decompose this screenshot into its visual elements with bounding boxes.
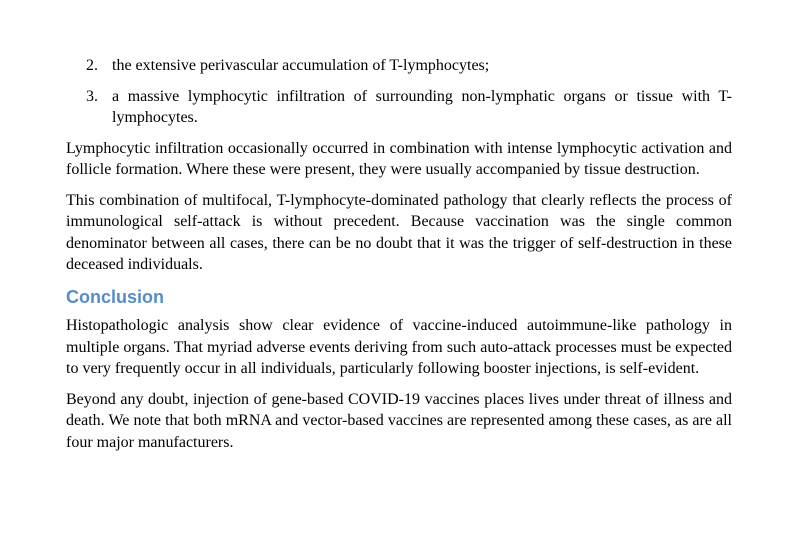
list-item [66, 86, 732, 129]
list-item-number: 3. [86, 87, 98, 105]
document-content [66, 55, 732, 462]
list-item [66, 55, 732, 77]
section-heading-conclusion: Conclusion [66, 286, 164, 307]
list-item-number: 2. [86, 57, 98, 74]
paragraph: Lymphocytic infiltration occasionally occurred in combination with intense lymphocytic activation and follicle formation. Where these were present, they were usually accompanied by tissue destruction. [66, 139, 732, 178]
list-item-text: the extensive perivascular accumulation of T-lymphocytes; [112, 57, 490, 74]
paragraph: This combination of multifocal, T-lymphocyte-dominated pathology that clearly reflects the process of immunological self-attack is without precedent. Because vaccination was the single common denominator between all cases, there can be no doubt that it was the trigger of self-destruction in these deceased individuals. [66, 191, 732, 273]
paragraph: Histopathologic analysis show clear evidence of vaccine-induced autoimmune-like pathology in multiple organs. That myriad adverse events deriving from such auto-attack processes must be expected to very frequently occur in all individuals, particularly following booster injections, is self-evident. [66, 317, 732, 377]
paragraph: Beyond any doubt, injection of gene-based COVID-19 vaccines places lives under threat of illness and death. We note that both mRNA and vector-based vaccines are represented among these cases, as are all four major manufacturers. [66, 390, 732, 451]
list-item-text: a massive lymphocytic infiltration of surrounding non-lymphatic organs or tissue with T-lymphocytes. [112, 87, 732, 126]
